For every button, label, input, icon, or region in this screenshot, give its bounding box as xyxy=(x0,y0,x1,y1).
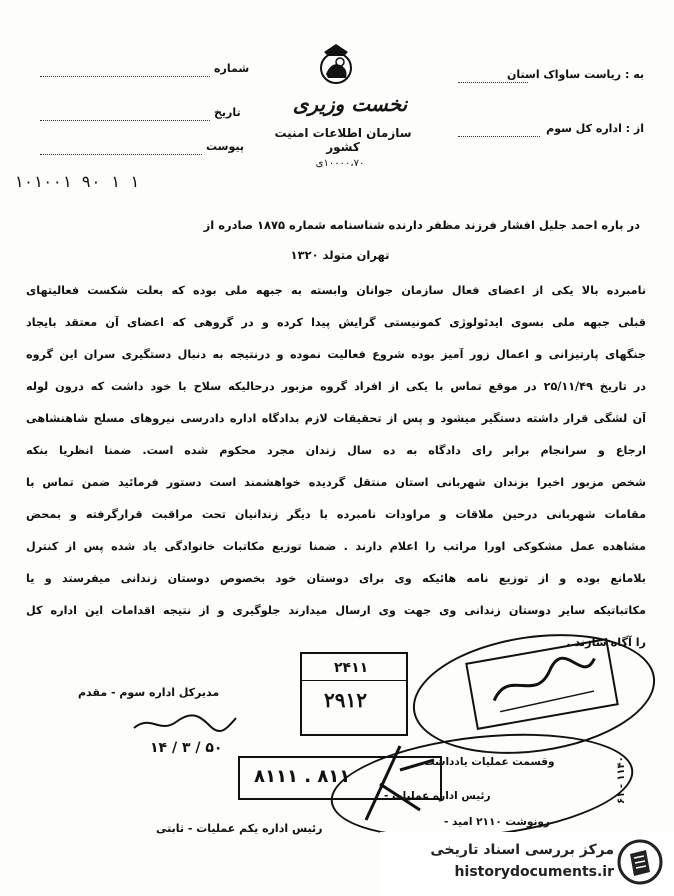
body-line: مشاهده عمل مشکوکی اورا مراتب را اعلام دارند . ضمنا توزیع مکاتبات خانوادگی یاد شده پس از کنترل xyxy=(26,540,646,553)
body-line: بلامانع بوده و از توزیع نامه هائیکه وی برای دوستان خود بخصوص دوستان زندانی میفرستد و یا xyxy=(26,572,646,585)
body-line: شخص مزبور اخیرا بزندان شهربانی استان منتقل گردیده خواهشمند است دستور فرمائید ضمن تماس با xyxy=(26,476,646,489)
body-line: ارجاع و سرانجام برابر رای دادگاه به ده سال زندان مجرد محکوم شده است. ضمنا انظریا بنکه xyxy=(26,444,646,457)
body-line: آن لشگی قرار داشته دستگیر میشود و پس از تحقیقات لازم بدادگاه اداره دادرسی نیروهای مسلح شاهنشاهی xyxy=(26,412,646,425)
body-line: مکاتباتیکه سایر دوستان زندانی وی جهت وی ارسال میدارند جلوگیری و از نتیجه اقدامات این اداره کل xyxy=(26,604,646,617)
handwritten-number: ۱۰۱۰۰۱ ۹۰ ۱ ۱ xyxy=(14,172,140,191)
received-stamp-top: ۲۴۱۱ xyxy=(334,660,369,676)
recipient-from: از : اداره کل سوم xyxy=(546,122,644,135)
attachment-dotline xyxy=(40,154,202,155)
dept-note-3: رونوشت ۲۱۱۰ امید - xyxy=(444,816,550,828)
received-stamp xyxy=(300,652,408,736)
label-number: شماره xyxy=(214,62,250,75)
signature-title: مدیرکل اداره سوم - مقدم xyxy=(78,686,220,699)
signature-scribble-icon xyxy=(130,712,240,736)
header-org-number: ۱۰۰۰۰،۷۰ی xyxy=(315,158,365,169)
history-documents-logo-icon xyxy=(616,838,664,886)
side-number: ۶۱ - ۱۱۴۰ xyxy=(616,756,627,804)
dept-note-1: وقسمت عملیات یادداشت xyxy=(424,756,555,768)
body-line: در تاریخ ۲۵/۱۱/۴۹ در موقع تماس با یکی از افراد گروه مزبور درحالیکه سلاح با خود داشت که درون لوله xyxy=(26,380,646,393)
footer-site-en: historydocuments.ir xyxy=(454,864,614,880)
received-stamp-number: ۲۹۱۲ xyxy=(324,688,367,712)
footer-site-fa: مرکز بررسی اسناد تاریخی xyxy=(430,842,614,858)
body-line: مقامات شهربانی درحین ملاقات و مراودات نامبرده با دیگر زندانیان تحت مراقبت قرارگرفته و بمحض xyxy=(26,508,646,521)
stamp-divider xyxy=(302,680,406,681)
lion-and-sun-emblem-icon xyxy=(312,42,360,90)
subject-line-1: در باره احمد جلیل افشار فرزند مظفر دارنده شناسنامه شماره ۱۸۷۵ صادره از xyxy=(203,218,640,232)
label-attachment: پیوست xyxy=(206,140,244,153)
sender-dotline xyxy=(458,136,540,137)
signature-date: ۱۴ / ۳ / ۵۰ xyxy=(150,740,223,756)
number-dotline xyxy=(40,76,210,77)
closing-line: را آگاه سازند . xyxy=(566,636,646,649)
recipient-dotline xyxy=(458,82,528,83)
body-line: جنگهای پارتیزانی و اعمال زور آمیز بوده شروع فعالیت نموده و درنتیجه به دنبال دستگیری سران این گروه xyxy=(26,348,646,361)
footer-signature: رئیس اداره یکم عملیات - ثابتی xyxy=(156,822,323,835)
label-date: تاریخ xyxy=(214,106,241,119)
subject-line-2: تهران متولد ۱۳۲۰ xyxy=(290,248,390,262)
dept-note-2: رئیس اداره عملیات - xyxy=(384,790,491,802)
bottom-stamp-text: ۸۱۱۱ . ۸۱۱ xyxy=(254,766,351,787)
body-line: قبلی جبهه ملی بسوی ایدئولوژی کمونیستی گرایش پیدا کرده و در گروهی که اعضای آن معتقد بایجاد xyxy=(26,316,646,329)
recipient-to: به : ریاست ساواک استان xyxy=(507,68,644,81)
date-dotline xyxy=(40,120,210,121)
check-scribble-icon xyxy=(360,740,440,830)
header-title: نخست وزیری xyxy=(292,92,408,116)
header-organization: سازمان اطلاعات امنیت کشور xyxy=(274,126,412,154)
body-line: نامبرده بالا یکی از اعضای فعال سازمان جوانان وابسته به جبهه ملی بوده که بعلت شکست فعالیتهای xyxy=(26,284,646,297)
